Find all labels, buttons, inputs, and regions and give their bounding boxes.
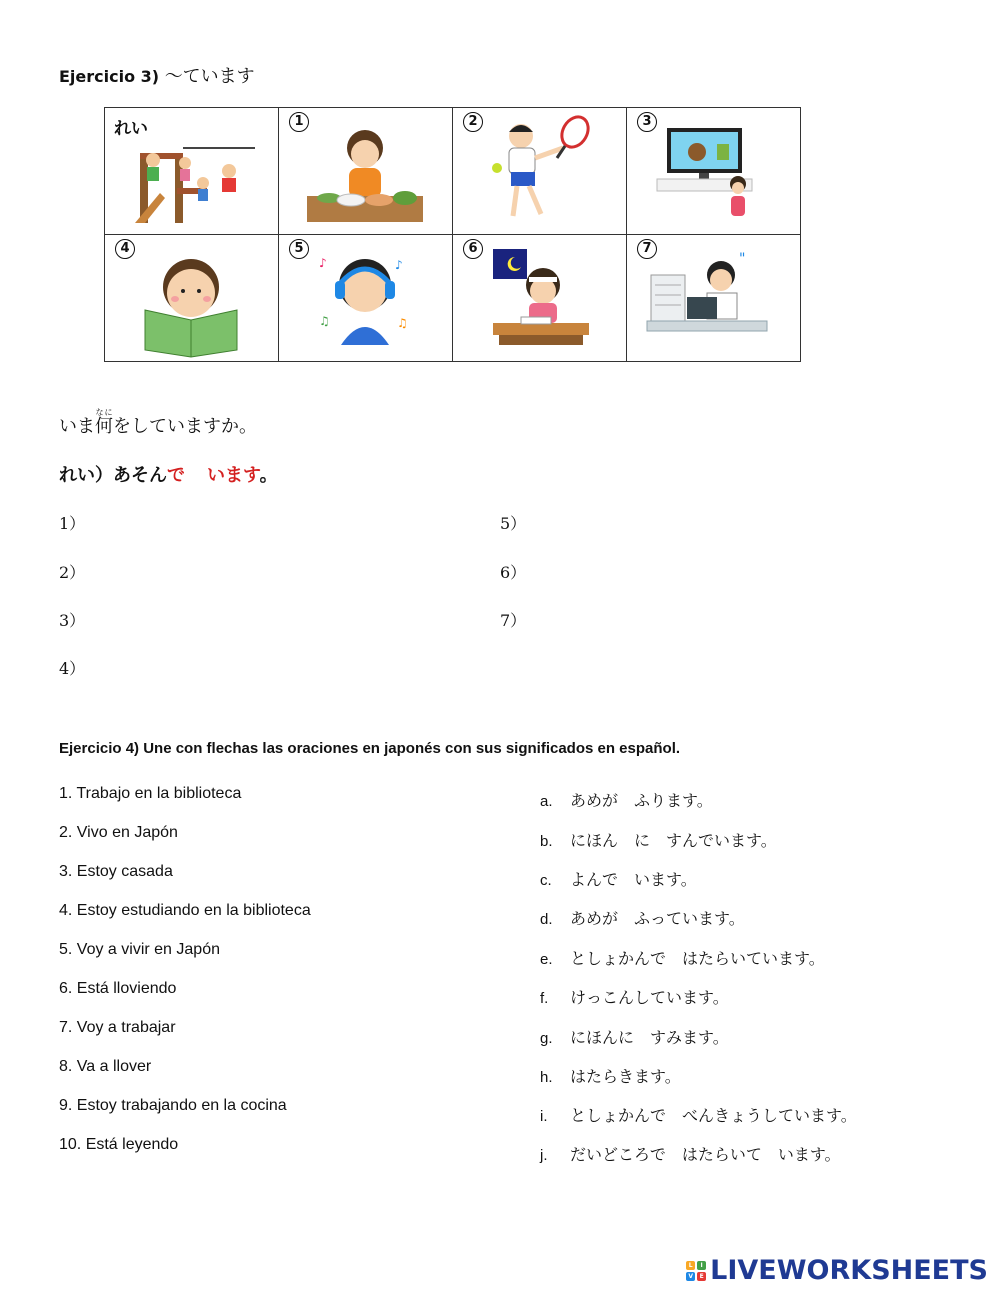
japanese-option-b[interactable] bbox=[540, 828, 777, 851]
answer-row-3[interactable]: 3） bbox=[59, 611, 86, 630]
grid-cell-3 bbox=[627, 108, 801, 235]
japanese-option-a[interactable] bbox=[540, 788, 713, 811]
answer-row-7[interactable]: 7） bbox=[500, 611, 527, 630]
liveworksheets-logo-icon: L I V E bbox=[686, 1261, 706, 1281]
question-furigana: なに bbox=[95, 408, 113, 417]
grid-cell-5 bbox=[279, 235, 453, 362]
option-letter: i. bbox=[540, 1108, 548, 1125]
japanese-option-j[interactable] bbox=[540, 1142, 841, 1165]
grid-cell-4 bbox=[105, 235, 279, 362]
spanish-item-7[interactable]: 7. Voy a trabajar bbox=[59, 1019, 176, 1036]
exercise4-title: Ejercicio 4) Une con flechas las oraciones en japonés con sus significados en español. bbox=[59, 740, 681, 757]
option-letter: b. bbox=[540, 833, 553, 850]
japanese-option-e[interactable] bbox=[540, 946, 825, 969]
option-text: だいどころで はたらいて います。 bbox=[570, 1145, 841, 1164]
option-letter: e. bbox=[540, 951, 553, 968]
question-kanji: 何 bbox=[95, 416, 113, 437]
grid-cell-6 bbox=[453, 235, 627, 362]
spanish-item-1[interactable]: 1. Trabajo en la biblioteca bbox=[59, 785, 242, 802]
example-post: 。 bbox=[259, 465, 278, 486]
spanish-item-10[interactable]: 10. Está leyendo bbox=[59, 1136, 179, 1153]
spanish-item-4[interactable]: 4. Estoy estudiando en la biblioteca bbox=[59, 902, 311, 919]
svg-text:♪: ♪ bbox=[395, 258, 403, 272]
svg-text:♫: ♫ bbox=[397, 316, 408, 330]
japanese-option-f[interactable] bbox=[540, 985, 729, 1008]
japanese-option-i[interactable] bbox=[540, 1103, 857, 1126]
cell-label-7: 7 bbox=[637, 239, 657, 259]
cell-label-5: 5 bbox=[289, 239, 309, 259]
option-text: にほん に すんでいます。 bbox=[570, 831, 777, 850]
answer-row-6[interactable]: 6） bbox=[500, 563, 527, 582]
option-letter: a. bbox=[540, 793, 553, 810]
question-kanji-ruby bbox=[95, 408, 113, 437]
cell-label-example: れい bbox=[114, 119, 148, 139]
logo-text: LIVEWORKSHEETS bbox=[710, 1255, 988, 1286]
spanish-item-9[interactable]: 9. Estoy trabajando en la cocina bbox=[59, 1097, 287, 1114]
option-text: はたらきます。 bbox=[570, 1067, 681, 1086]
option-letter: j. bbox=[540, 1147, 548, 1164]
exercise3-title bbox=[59, 62, 255, 88]
cell-label-4: 4 bbox=[115, 239, 135, 259]
spanish-item-2[interactable]: 2. Vivo en Japón bbox=[59, 824, 178, 841]
option-text: あめが ふっています。 bbox=[570, 909, 745, 928]
question bbox=[59, 408, 257, 438]
option-letter: c. bbox=[540, 872, 552, 889]
cell-label-6: 6 bbox=[463, 239, 483, 259]
question-post: をしていますか。 bbox=[113, 416, 257, 437]
cell-label-1: 1 bbox=[289, 112, 309, 132]
option-text: あめが ふります。 bbox=[570, 791, 713, 810]
japanese-option-d[interactable] bbox=[540, 906, 745, 929]
example-pre: れい）あそん bbox=[59, 465, 167, 486]
option-letter: h. bbox=[540, 1069, 553, 1086]
example-red-de: で bbox=[167, 465, 185, 486]
grid-cell-example bbox=[105, 108, 279, 235]
japanese-option-g[interactable] bbox=[540, 1025, 729, 1048]
svg-text:♪: ♪ bbox=[319, 256, 327, 270]
exercise3-title-jp: 〜ています bbox=[164, 66, 255, 87]
option-text: よんで います。 bbox=[570, 870, 697, 889]
question-pre: いま bbox=[59, 416, 95, 437]
grid-cell-1 bbox=[279, 108, 453, 235]
exercise3-title-prefix: Ejercicio 3) bbox=[59, 67, 160, 86]
example-red-imasu: います bbox=[207, 465, 260, 486]
spanish-item-5[interactable]: 5. Voy a vivir en Japón bbox=[59, 941, 220, 958]
cell-label-3: 3 bbox=[637, 112, 657, 132]
grid-cell-2 bbox=[453, 108, 627, 235]
spanish-item-8[interactable]: 8. Va a llover bbox=[59, 1058, 152, 1075]
liveworksheets-logo bbox=[686, 1255, 988, 1286]
answer-row-4[interactable]: 4） bbox=[59, 659, 86, 678]
option-letter: f. bbox=[540, 990, 549, 1007]
cell-label-2: 2 bbox=[463, 112, 483, 132]
option-text: けっこんしています。 bbox=[570, 988, 729, 1007]
spanish-item-3[interactable]: 3. Estoy casada bbox=[59, 863, 173, 880]
option-text: にほんに すみます。 bbox=[570, 1028, 729, 1047]
answer-row-1[interactable]: 1） bbox=[59, 514, 86, 533]
example-answer bbox=[59, 461, 278, 487]
svg-text:": " bbox=[739, 251, 746, 267]
picture-grid bbox=[104, 107, 801, 362]
japanese-option-h[interactable] bbox=[540, 1064, 681, 1087]
answer-row-5[interactable]: 5） bbox=[500, 514, 527, 533]
svg-text:♫: ♫ bbox=[319, 314, 330, 328]
answer-row-2[interactable]: 2） bbox=[59, 563, 86, 582]
japanese-option-c[interactable] bbox=[540, 867, 697, 890]
grid-cell-7 bbox=[627, 235, 801, 362]
option-letter: g. bbox=[540, 1030, 553, 1047]
spanish-item-6[interactable]: 6. Está lloviendo bbox=[59, 980, 177, 997]
option-text: としょかんで はたらいています。 bbox=[570, 949, 825, 968]
option-text: としょかんで べんきょうしています。 bbox=[570, 1106, 857, 1125]
option-letter: d. bbox=[540, 911, 553, 928]
